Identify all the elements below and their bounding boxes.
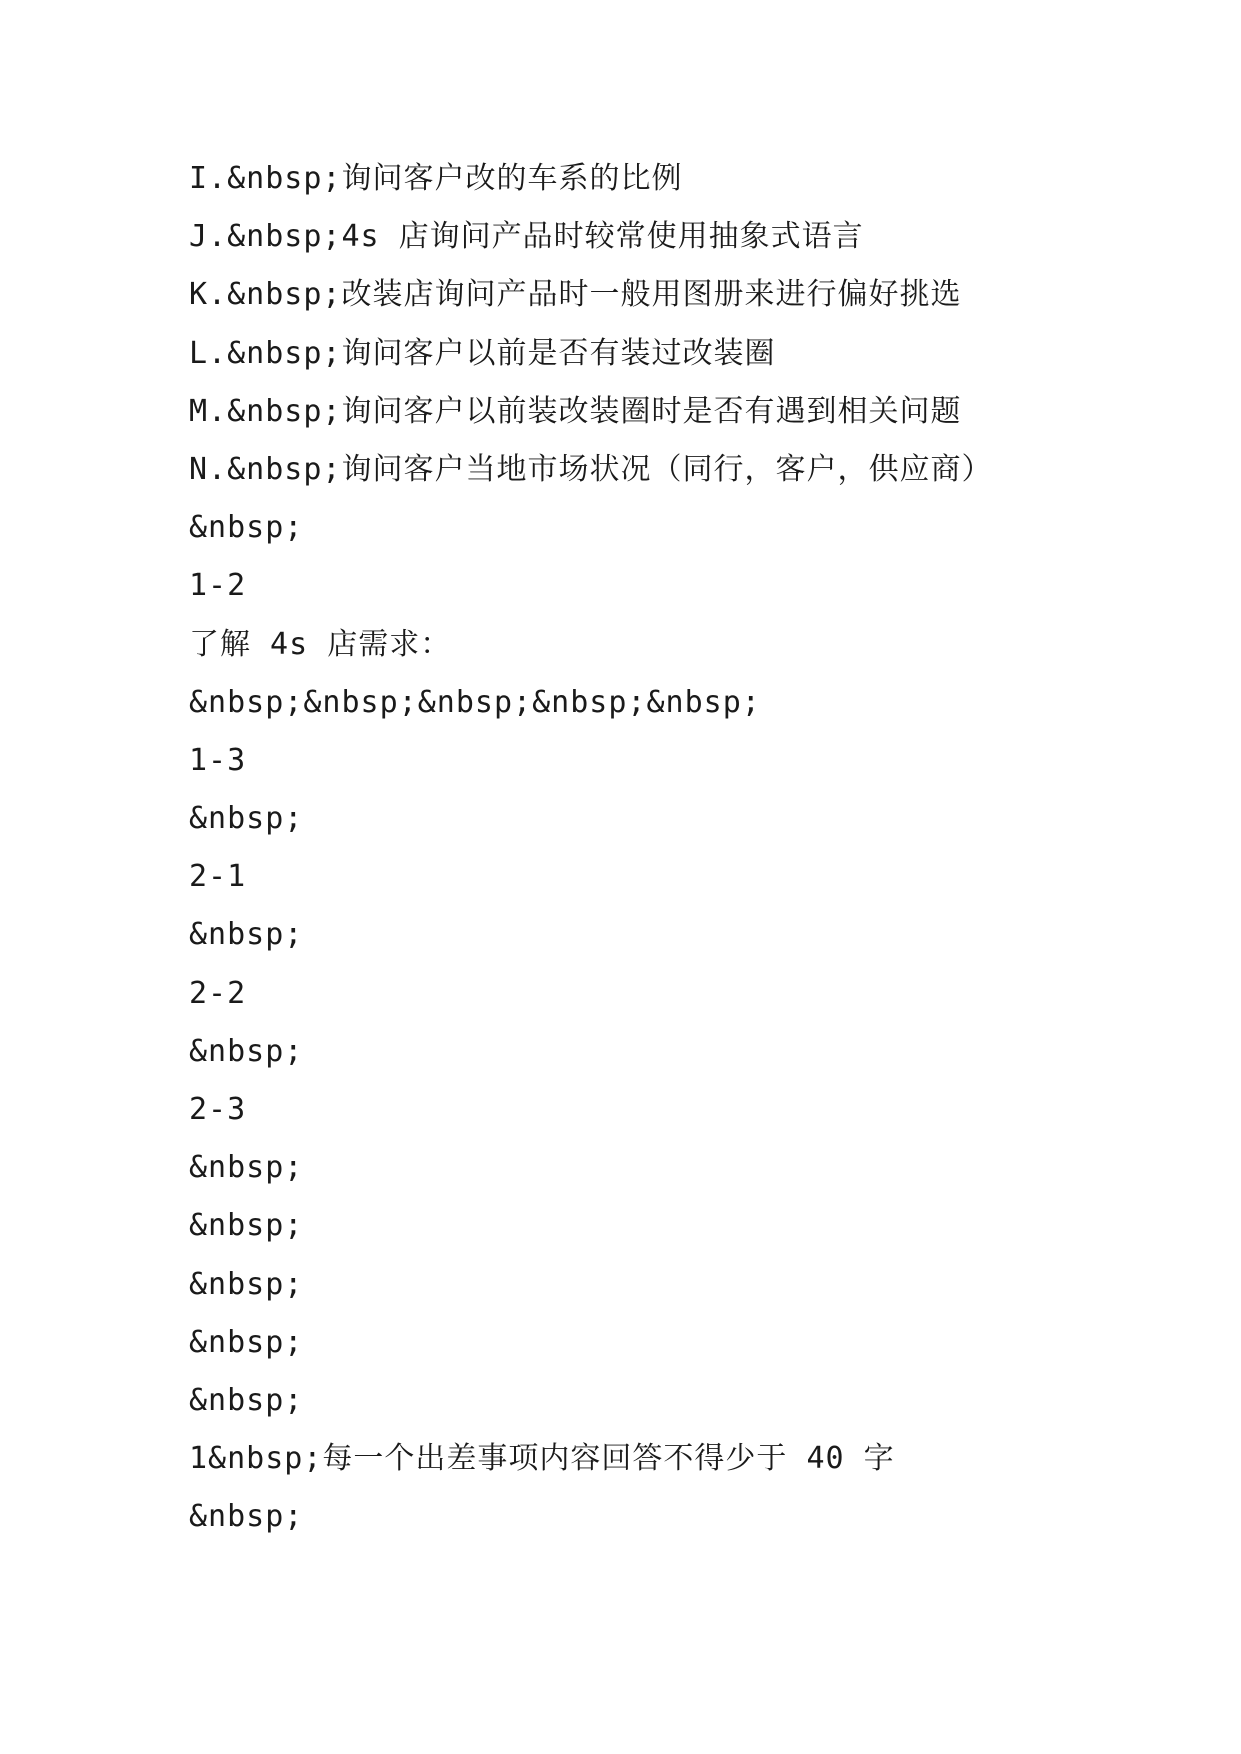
text-line: M.&nbsp;询问客户以前装改装圈时是否有遇到相关问题	[189, 393, 962, 429]
text-line: &nbsp;	[189, 801, 304, 837]
text-line: &nbsp;	[189, 510, 304, 546]
text-line: 了解 4s 店需求：	[189, 626, 452, 662]
text-line: &nbsp;	[189, 917, 304, 953]
text-line: J.&nbsp;4s 店询问产品时较常使用抽象式语言	[189, 219, 864, 255]
text-line: L.&nbsp;询问客户以前是否有装过改装圈	[189, 335, 776, 371]
text-line: K.&nbsp;改装店询问产品时一般用图册来进行偏好挑选	[189, 277, 962, 313]
text-line: &nbsp;	[189, 1382, 304, 1418]
text-line: &nbsp;	[189, 1033, 304, 1069]
text-line: &nbsp;	[189, 1208, 304, 1244]
text-line: &nbsp;	[189, 1499, 304, 1535]
section-number: 2-2	[189, 975, 247, 1011]
text-line: &nbsp;	[189, 1266, 304, 1302]
section-number: 1-2	[189, 568, 247, 604]
text-line: &nbsp;	[189, 1324, 304, 1360]
document-body	[189, 160, 1089, 1557]
text-line: I.&nbsp;询问客户改的车系的比例	[189, 161, 683, 196]
text-line: N.&nbsp;询问客户当地市场状况（同行，客户，供应商）	[189, 451, 993, 487]
section-number: 1-3	[189, 742, 247, 778]
section-number: 2-1	[189, 859, 247, 895]
section-number: 2-3	[189, 1092, 247, 1127]
text-line: &nbsp;&nbsp;&nbsp;&nbsp;&nbsp;	[189, 684, 761, 720]
text-line: &nbsp;	[189, 1150, 304, 1186]
footnote-line: 1&nbsp;每一个出差事项内容回答不得少于 40 字	[189, 1441, 895, 1477]
